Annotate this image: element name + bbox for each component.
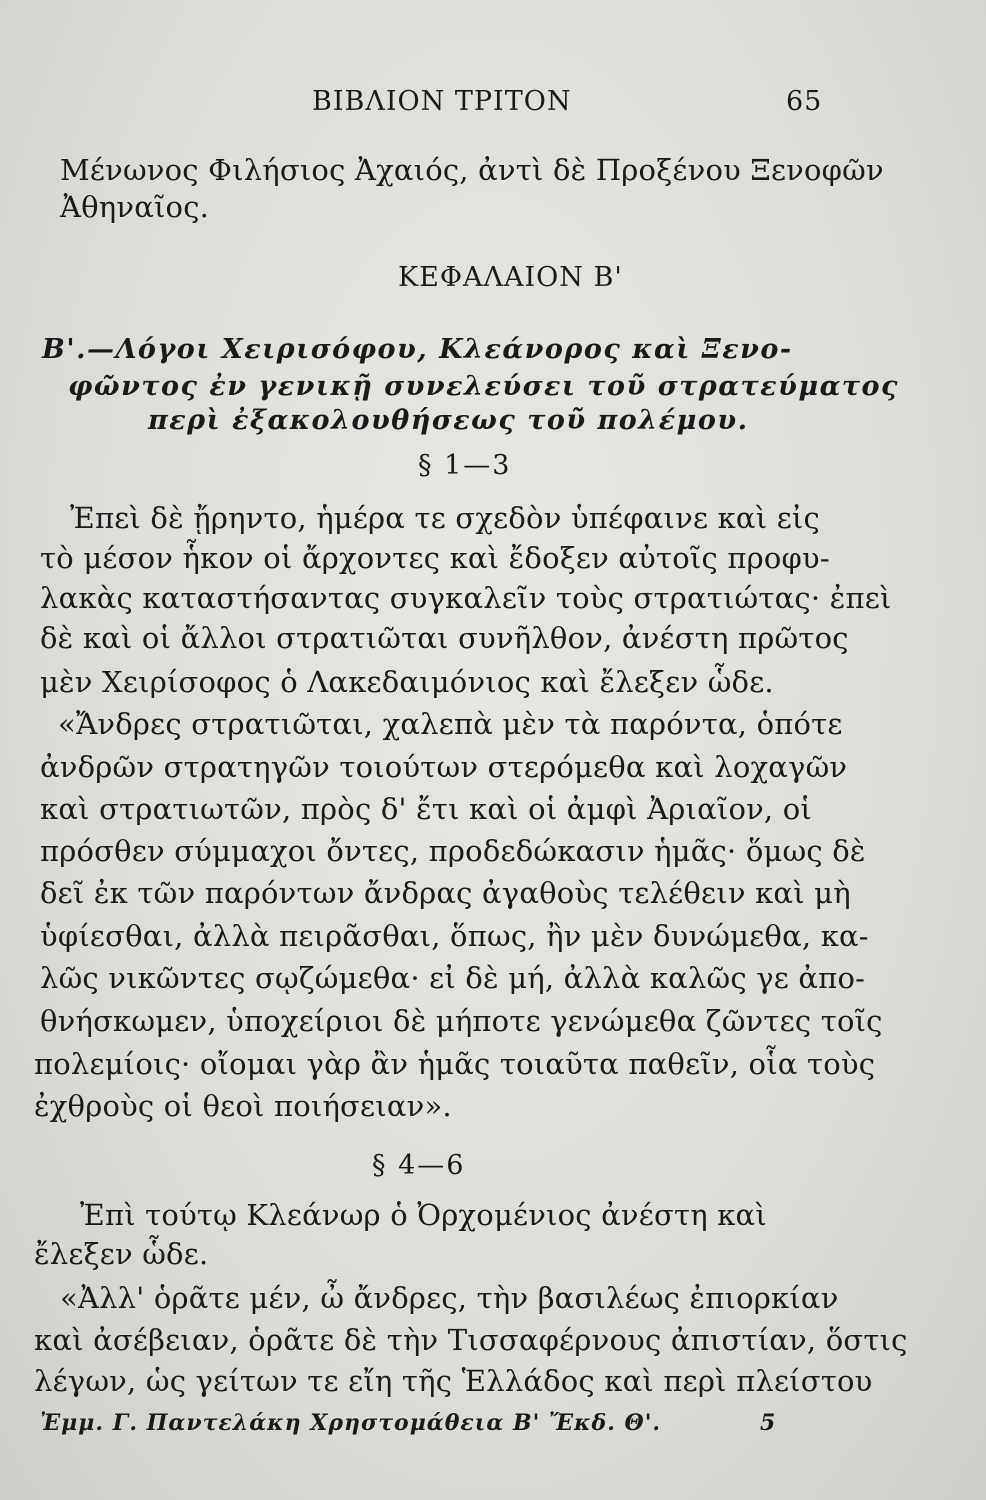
- text-line: Ἐπὶ τούτῳ Κλεάνωρ ὁ Ὀρχομένιος ἀνέστη καὶ: [80, 1198, 767, 1232]
- text-line: τὸ μέσον ἧκον οἱ ἄρχοντες καὶ ἔδοξεν αὐτοῖς προφυ-: [40, 541, 830, 575]
- signature-mark: 5: [760, 1410, 777, 1436]
- text-line: καὶ στρατιωτῶν, πρὸς δ' ἔτι καὶ οἱ ἀμφὶ Ἀριαῖον, οἱ: [40, 792, 813, 826]
- text-line: καὶ ἀσέβειαν, ὁρᾶτε δὲ τὴν Τισσαφέρνους ἀπιστίαν, ὅστις: [34, 1323, 908, 1357]
- footer-text: Ἐμμ. Γ. Παντελάκη Χρηστομάθεια Β' Ἔκδ. Θ'.: [40, 1410, 662, 1436]
- chapter-summary-line: Β'.—Λόγοι Χειρισόφου, Κλεάνορος καὶ Ξενο-: [42, 334, 793, 365]
- text-line: ἐχθροὺς οἱ θεοὶ ποιήσειαν».: [34, 1089, 452, 1123]
- chapter-summary-line: περὶ ἐξακολουθήσεως τοῦ πολέμου.: [148, 405, 749, 436]
- page-number: 65: [786, 86, 823, 117]
- text-line: δεῖ ἐκ τῶν παρόντων ἄνδρας ἀγαθοὺς τελέθειν καὶ μὴ: [40, 876, 851, 910]
- text-line: Μένωνος Φιλήσιος Ἀχαιός, ἀντὶ δὲ Προξένου Ξενοφῶν: [60, 153, 884, 187]
- text-line: «Ἀλλ' ὁρᾶτε μέν, ὦ ἄνδρες, τὴν βασιλέως ἐπιορκίαν: [60, 1281, 839, 1315]
- text-line: ἀνδρῶν στρατηγῶν τοιούτων στερόμεθα καὶ λοχαγῶν: [40, 750, 848, 784]
- section-mark: § 1—3: [418, 450, 512, 481]
- text-line: λῶς νικῶντες σῳζώμεθα· εἰ δὲ μή, ἀλλὰ καλῶς γε ἀπο-: [40, 961, 866, 995]
- running-title: ΒΙΒΛΙΟΝ ΤΡΙΤΟΝ: [312, 86, 572, 117]
- text-line: Ἐπεὶ δὲ ᾔρηντο, ἡμέρα τε σχεδὸν ὑπέφαινε καὶ εἰς: [70, 501, 820, 535]
- text-line: θνήσκωμεν, ὑποχείριοι δὲ μήποτε γενώμεθα ζῶντες τοῖς: [40, 1004, 883, 1038]
- chapter-summary-line: φῶντος ἐν γενικῇ συνελεύσει τοῦ στρατεύματος: [68, 371, 899, 402]
- text-line: πολεμίοις· οἴομαι γὰρ ἂν ἡμᾶς τοιαῦτα παθεῖν, οἷα τοὺς: [34, 1047, 876, 1081]
- text-line: λακὰς καταστήσαντας συγκαλεῖν τοὺς στρατιώτας· ἐπεὶ: [40, 581, 892, 615]
- text-line: λέγων, ὡς γείτων τε εἴη τῆς Ἑλλάδος καὶ περὶ πλείστου: [34, 1364, 873, 1398]
- section-mark: § 4—6: [372, 1150, 466, 1181]
- text-line: δὲ καὶ οἱ ἄλλοι στρατιῶται συνῆλθον, ἀνέστη πρῶτος: [40, 621, 849, 655]
- text-line: ὑφίεσθαι, ἀλλὰ πειρᾶσθαι, ὅπως, ἢν μὲν δυνώμεθα, κα-: [40, 919, 869, 953]
- text-line: «Ἄνδρες στρατιῶται, χαλεπὰ μὲν τὰ παρόντα, ὁπότε: [58, 707, 843, 741]
- chapter-heading: ΚΕΦΑΛΑΙΟΝ Β': [398, 262, 623, 293]
- text-line: πρόσθεν σύμμαχοι ὄντες, προδεδώκασιν ἡμᾶς· ὅμως δὲ: [40, 834, 866, 868]
- text-line: ἔλεξεν ὧδε.: [34, 1237, 209, 1271]
- text-line: μὲν Χειρίσοφος ὁ Λακεδαιμόνιος καὶ ἔλεξεν ὧδε.: [40, 665, 774, 699]
- text-line: Ἀθηναῖος.: [60, 190, 210, 224]
